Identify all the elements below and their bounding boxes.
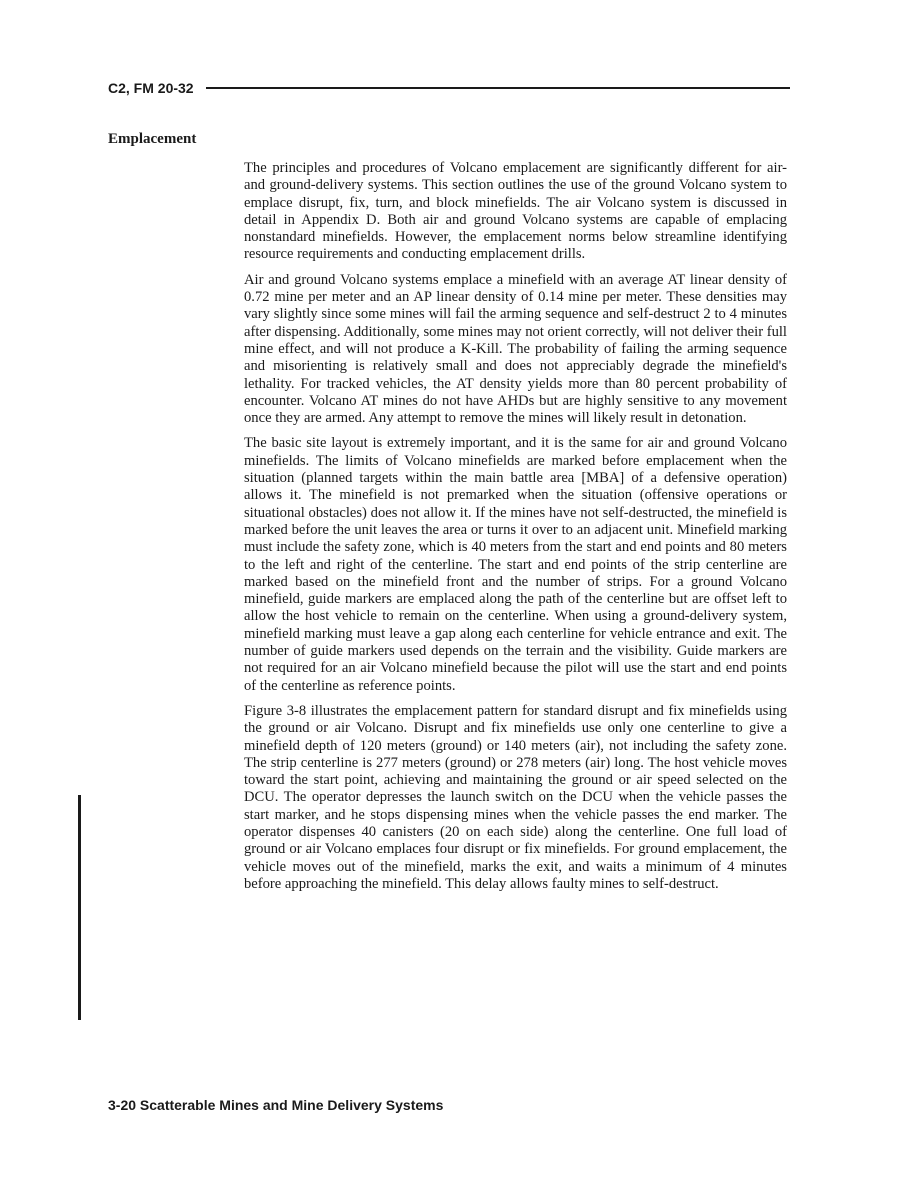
paragraph-site-layout: The basic site layout is extremely important, and it is the same for air and ground Volcano minefields. The limits of Volcano minefields are marked before emplacement when the situation (planned targets within the main battle area [MBA] of a defensive operation) allows it. The minefield is not premarked when the situation (offensive operations or situational obstacles) does not allow it. If the mines have not self-destructed, the minefield is marked before the unit leaves the area or turns it over to an adjacent unit. Minefield marking must include the safety zone, which is 40 meters from the start and end points and 80 meters to the left and right of the centerline. The start and end points of the strip centerline are marked based on the minefield front and the number of strips. For a ground Volcano minefield, guide markers are emplaced along the path of the centerline but are offset left to allow the host vehicle to remain on the centerline. When using a ground-delivery system, minefield marking must leave a gap along each centerline for vehicle entrance and exit. The number of guide markers used depends on the terrain and the visibility. Guide markers are not required for an air Volcano minefield because the pilot will use the start and end points of the centerline as reference points. <box>244 435 787 694</box>
document-id: C2, FM 20-32 <box>108 80 194 96</box>
page-header <box>108 78 790 98</box>
body-text <box>244 160 787 901</box>
section-title: Emplacement <box>108 131 197 147</box>
paragraph-emplacement-pattern: Figure 3-8 illustrates the emplacement pattern for standard disrupt and fix minefields using the ground or air Volcano. Disrupt and fix minefields use only one centerline to give a minefield depth of 120 meters (ground) or 140 meters (air), not including the safety zone. The strip centerline is 277 meters (ground) or 278 meters (air) long. The host vehicle moves toward the start point, achieving and maintaining the ground or air speed selected on the DCU. The operator depresses the launch switch on the DCU when the vehicle passes the start marker, and he stops dispensing mines when the vehicle passes the end marker. The operator dispenses 40 canisters (20 on each side) along the centerline. One full load of ground or air Volcano emplaces four disrupt or fix minefields. For ground emplacement, the vehicle moves out of the minefield, marks the exit, and waits a minimum of 4 minutes before approaching the minefield. This delay allows faulty mines to self-destruct. <box>244 702 787 892</box>
page-footer: 3-20 Scatterable Mines and Mine Delivery Systems <box>108 1097 444 1113</box>
paragraph-density: Air and ground Volcano systems emplace a minefield with an average AT linear density of 0.72 mine per meter and an AP linear density of 0.14 mine per meter. These densities may vary slightly since some mines will fail the arming sequence and self-destruct 2 to 4 minutes after dispensing. Additionally, some mines may not orient correctly, will not deliver their full mine effect, and will not produce a K-Kill. The probability of failing the arming sequence and misorienting is relatively small and does not appreciably degrade the minefield's lethality. For tracked vehicles, the AT density yields more than 80 percent probability of encounter. Volcano AT mines do not have AHDs but are highly sensitive to any movement once they are armed. Any attempt to remove the mines will likely result in detonation. <box>244 271 787 427</box>
header-rule <box>206 87 790 89</box>
change-bar <box>78 795 81 1020</box>
paragraph-principles: The principles and procedures of Volcano emplacement are significantly different for air- and ground-delivery systems. This section outlines the use of the ground Volcano system to emplace disrupt, fix, turn, and block minefields. The air Volcano system is discussed in detail in Appendix D. Both air and ground Volcano systems are capable of emplacing nonstandard minefields. However, the emplacement norms below streamline identifying resource requirements and conducting emplacement drills. <box>244 160 787 263</box>
